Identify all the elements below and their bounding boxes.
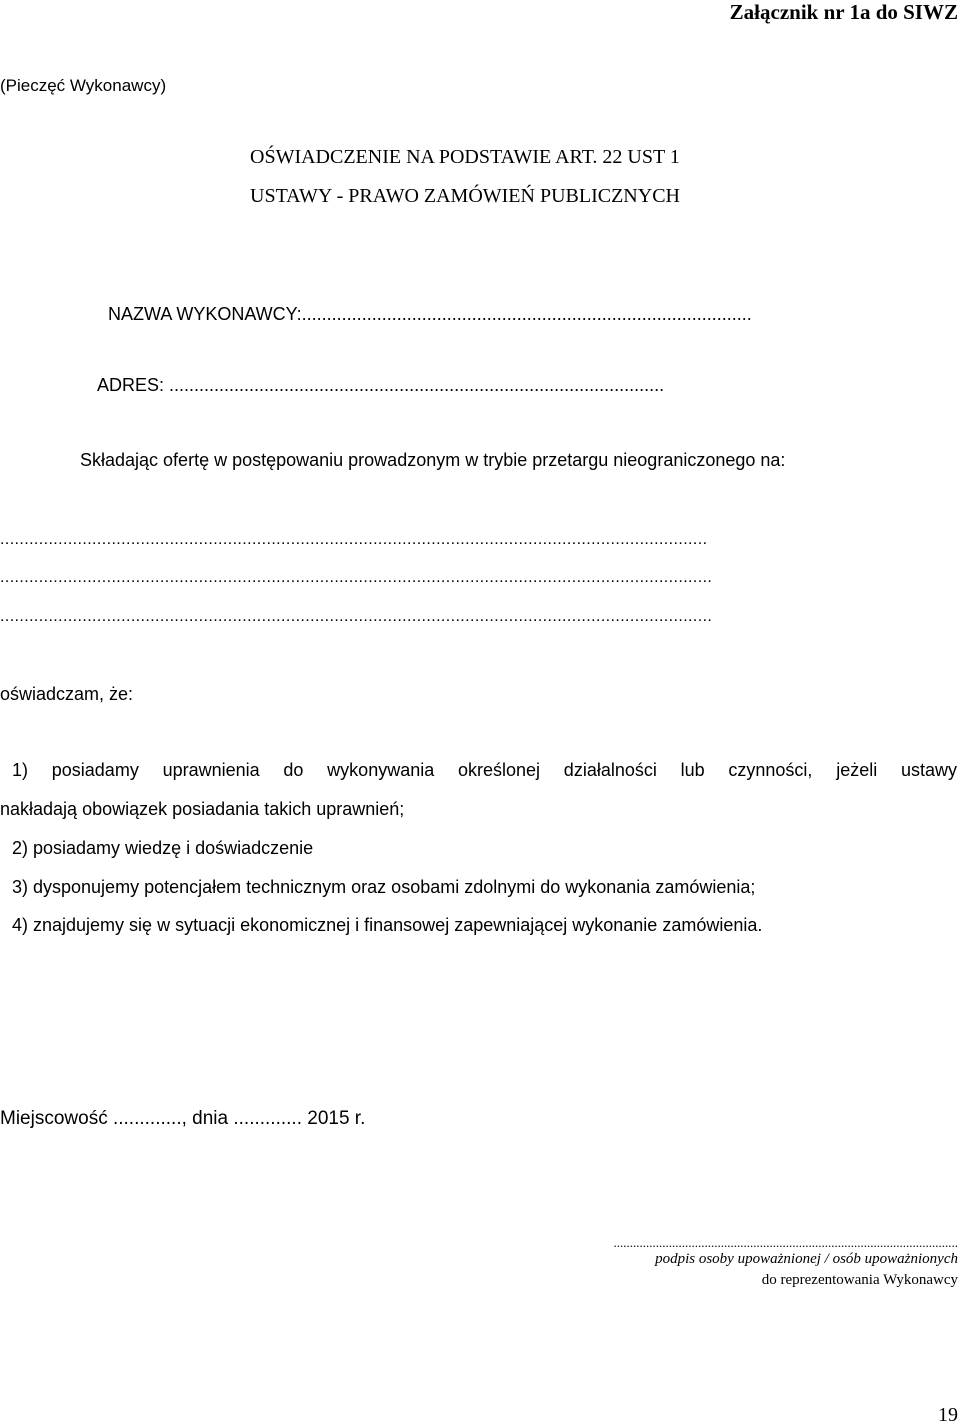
declaration-item-1: 1) posiadamy uprawnienia do wykonywania określonej działalności lub czynności, jeżeli ustawy xyxy=(12,760,957,780)
document-title-line-1: OŚWIADCZENIE NA PODSTAWIE ART. 22 UST 1 xyxy=(250,146,680,168)
document-title-line-2: USTAWY - PRAWO ZAMÓWIEŃ PUBLICZNYCH xyxy=(250,185,680,207)
contractor-address-field: ADRES: ................................................................................................... xyxy=(97,375,665,395)
page-number: 19 xyxy=(938,1404,958,1426)
signature-blank-line: .......................................................................................................... xyxy=(613,1235,958,1250)
procurement-subject-blank-line-1: .................................................................................................................................................. xyxy=(0,531,708,548)
signature-caption-line-1: podpis osoby upoważnionej / osób upoważnionych xyxy=(655,1251,958,1267)
signature-caption-line-2: do reprezentowania Wykonawcy xyxy=(761,1272,958,1288)
declaration-item-1-continuation: nakładają obowiązek posiadania takich uprawnień; xyxy=(0,799,405,819)
offer-intro-text: Składając ofertę w postępowaniu prowadzonym w trybie przetargu nieograniczonego na: xyxy=(80,450,786,470)
procurement-subject-blank-line-3: ................................................................................................................................................... xyxy=(0,608,713,625)
place-and-date-field: Miejscowość ............., dnia ............. 2015 r. xyxy=(0,1108,366,1129)
procurement-subject-blank-line-2: ................................................................................................................................................... xyxy=(0,569,713,586)
declaration-item-4: 4) znajdujemy się w sytuacji ekonomicznej i finansowej zapewniającej wykonanie zamówienia. xyxy=(12,915,763,935)
contractor-name-field: NAZWA WYKONAWCY:.......................................................................................... xyxy=(108,304,752,324)
declaration-label: oświadczam, że: xyxy=(0,684,134,704)
contractor-stamp-label: (Pieczęć Wykonawcy) xyxy=(0,76,167,95)
declaration-item-2: 2) posiadamy wiedzę i doświadczenie xyxy=(12,838,314,858)
declaration-item-3: 3) dysponujemy potencjałem technicznym oraz osobami zdolnymi do wykonania zamówienia; xyxy=(12,877,756,897)
attachment-title: Załącznik nr 1a do SIWZ xyxy=(729,0,958,24)
